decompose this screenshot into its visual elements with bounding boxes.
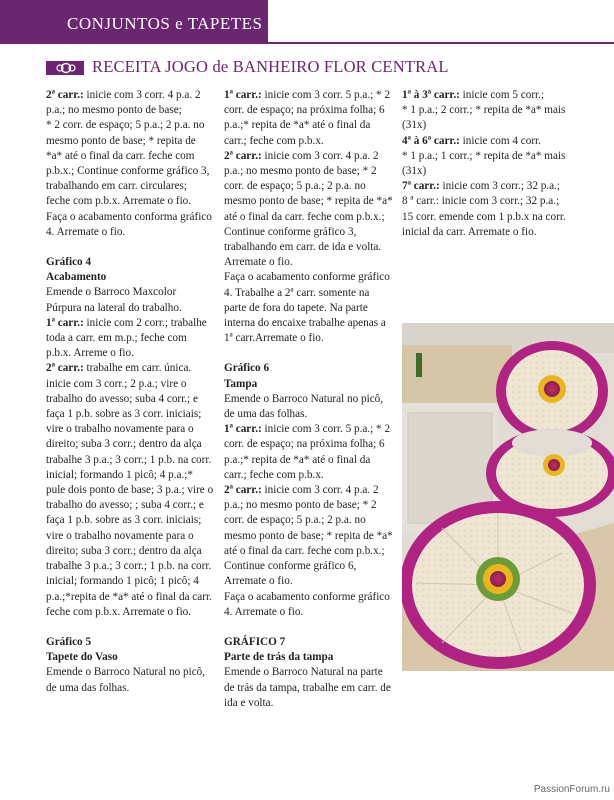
- section-heading: Tampa: [224, 377, 258, 390]
- paragraph: [46, 665, 214, 695]
- body-text: inicie com 5 corr.;: [459, 89, 545, 101]
- paragraph: [46, 285, 214, 315]
- section-heading: Parte de trás da tampa: [224, 651, 334, 664]
- text-column-3: [402, 88, 574, 240]
- paragraph: [402, 88, 574, 103]
- row-label: 1ª carr.:: [46, 316, 84, 329]
- body-text: inicie com 4 corr.: [459, 134, 541, 147]
- body-text: inicie com 3 corr. 5 p.a.; * 2 corr. de espaço; na próxima folha; 6 p.a.;* repita de *a* até o final da carr.; feche com p.b.x.: [224, 89, 391, 147]
- paragraph: [224, 665, 394, 711]
- bathroom-set-illustration: [402, 323, 614, 671]
- paragraph: [402, 149, 574, 179]
- section-heading: Tapete do Vaso: [46, 651, 118, 664]
- lid-cover: [496, 341, 608, 441]
- body-text: * 1 p.a.; 1 corr.; * repita de *a* mais (31x): [402, 149, 566, 178]
- row-label: 2ª carr.:: [46, 89, 84, 101]
- body-text: Faça o acabamento conforme gráfico 4. Trabalhe a 2ª carr. somente na parte de fora do tapete. Na parte interna do encaixe trabalhe apenas a 1ª carr.Arremate o fio.: [224, 271, 390, 345]
- spacer: [46, 240, 214, 255]
- body-text: * 2 corr. de espaço; 5 p.a.; 2 p.a. no mesmo ponto de base; * repita de *a* até o final da carr. feche com p.b.x.; Continue conforme gráfico 3, trabalhando em carr. circulares; feche com p.b.x. Arremate o fio.: [46, 119, 210, 208]
- title-row: [46, 57, 606, 81]
- section-tab: [0, 0, 268, 44]
- paragraph: [46, 316, 214, 362]
- body-text: Faça o acabamento conforma gráfico 4. Arremate o fio.: [46, 210, 212, 238]
- floor-rug: [402, 501, 596, 669]
- paragraph: [224, 392, 394, 422]
- text-column-2: [224, 88, 394, 711]
- body-text: Emende o Barroco Natural no picô, de uma das folhas.: [224, 392, 384, 421]
- text-column-1: [46, 88, 214, 696]
- spacer: [46, 620, 214, 635]
- body-text: Emende o Barroco Natural no picô, de uma das folhas.: [46, 666, 206, 694]
- paragraph: [46, 210, 214, 240]
- body-text: inicie com 3 corr. 4 p.a. 2 p.a.; no mesmo ponto de base;: [46, 89, 201, 117]
- header-bar: [0, 0, 614, 44]
- section-heading: GRÁFICO 7: [224, 635, 286, 648]
- row-label: 1ª carr.:: [224, 89, 262, 101]
- body-text: Emende o Barroco Natural na parte de trás da tampa, trabalhe em carr. de ida e volta.: [224, 666, 391, 709]
- row-label: 1ª carr.:: [224, 423, 262, 436]
- body-text: 15 corr. emende com 1 p.b.x na corr. inicial da carr. Arremate o fio.: [402, 210, 566, 238]
- paragraph: [224, 149, 394, 271]
- page-title: RECEITA JOGO de BANHEIRO FLOR CENTRAL: [92, 57, 449, 76]
- row-label: 2ª carr.:: [224, 484, 262, 497]
- body-text: Emende o Barroco Maxcolor Púrpura na lateral do trabalho.: [46, 286, 182, 314]
- body-text: Faça o acabamento conforme gráfico 4. Arremate o fio.: [224, 590, 390, 618]
- body-text: 8 ª carr.: inicie com 3 corr.; 32 p.a.;: [402, 195, 560, 208]
- watermark: PassionForum.ru: [533, 784, 610, 795]
- section-label: CONJUNTOS e TAPETES: [67, 14, 263, 33]
- paragraph: [224, 270, 394, 346]
- paragraph: [46, 361, 214, 619]
- row-label: 2ª carr.:: [46, 362, 84, 375]
- spacer: [224, 346, 394, 361]
- row-label: 4ª à 6ª carr.:: [402, 134, 460, 147]
- paragraph: [224, 590, 394, 620]
- product-photo: [402, 323, 614, 671]
- paragraph: [402, 194, 574, 209]
- row-label: 7ª carr.:: [402, 180, 440, 193]
- body-text: inicie com 3 corr. 4 p.a. 2 p.a.; no mesmo ponto de base; * 2 corr. de espaço; 5 p.a.; 2 p.a. no mesmo ponto de base; * repita de *a* até o final da carr. feche com p.b.x.; Continue conforme gráfico 3, trabalhando em carr. de ida e volta. Arremate o fio.: [224, 149, 393, 269]
- row-label: 1ª à 3ª carr.:: [402, 89, 460, 101]
- body-text: inicie com 3 corr.; 32 p.a.;: [439, 180, 560, 193]
- body-text: * 1 p.a.; 2 corr.; * repita de *a* mais (31x): [402, 104, 566, 132]
- section-heading: Gráfico 6: [224, 362, 270, 375]
- header-rule: [268, 42, 614, 44]
- paragraph: [402, 179, 574, 194]
- paragraph: [224, 422, 394, 483]
- row-label: 2ª carr.:: [224, 149, 262, 162]
- section-heading: Acabamento: [46, 271, 107, 284]
- paragraph: [46, 88, 214, 118]
- ornament-icon: [46, 58, 84, 78]
- paragraph: [402, 134, 574, 149]
- paragraph: [402, 103, 574, 133]
- body-text: inicie com 3 corr. 5 p.a.; * 2 corr. de espaço; na próxima folha; 6 p.a.;* repita de *a* até o final da carr.; feche com p.b.x.: [224, 423, 391, 481]
- body-text: inicie com 2 corr.; trabalhe toda a carr. em m.p.; feche com p.b.x. Arreme o fio.: [46, 316, 207, 360]
- body-text: trabalhe em carr. única. inicie com 3 corr.; 2 p.a.; vire o trabalho do avesso; suba 4 corr.; e faça 1 p.b. sobre as 3 corr. iniciais; vire o trabalho novamente para o direito; suba 3 corr.; dentro da alça trabalhe 3 p.a.; 3 corr.; 1 p.b. na corr. inicial; formando 1 picô; 4 p.a.;* pule dois ponto de base; 3 p.a.; vire o trabalho do avesso; ; suba 4 corr.; e faça 1 p.b. sobre as 3 corr. iniciais; vire o trabalho novamente para o direito; suba 3 corr.; dentro da alça trabalhe 3 p.a.; 3 corr.; 1 p.b. na corr. inicial; formando 1 picô; 1 picô; 4 p.a.;*repita de *a* até o final da carr. feche com p.b.x. Arremate o fio.: [46, 362, 214, 618]
- section-heading: Gráfico 4: [46, 256, 92, 269]
- paragraph: [402, 210, 574, 240]
- paragraph: [224, 88, 394, 149]
- section-heading: Gráfico 5: [46, 635, 92, 648]
- paragraph: [224, 483, 394, 589]
- paragraph: [46, 118, 214, 209]
- spacer: [224, 620, 394, 635]
- body-text: inicie com 3 corr. 4 p.a. 2 p.a.; no mesmo ponto de base; * 2 corr. de espaço; 5 p.a.; 2 p.a. no mesmo ponto de base; * repita de *a* até o final da carr. feche com p.b.x.; Continue conforme gráfico 6, Arremate o fio.: [224, 484, 393, 588]
